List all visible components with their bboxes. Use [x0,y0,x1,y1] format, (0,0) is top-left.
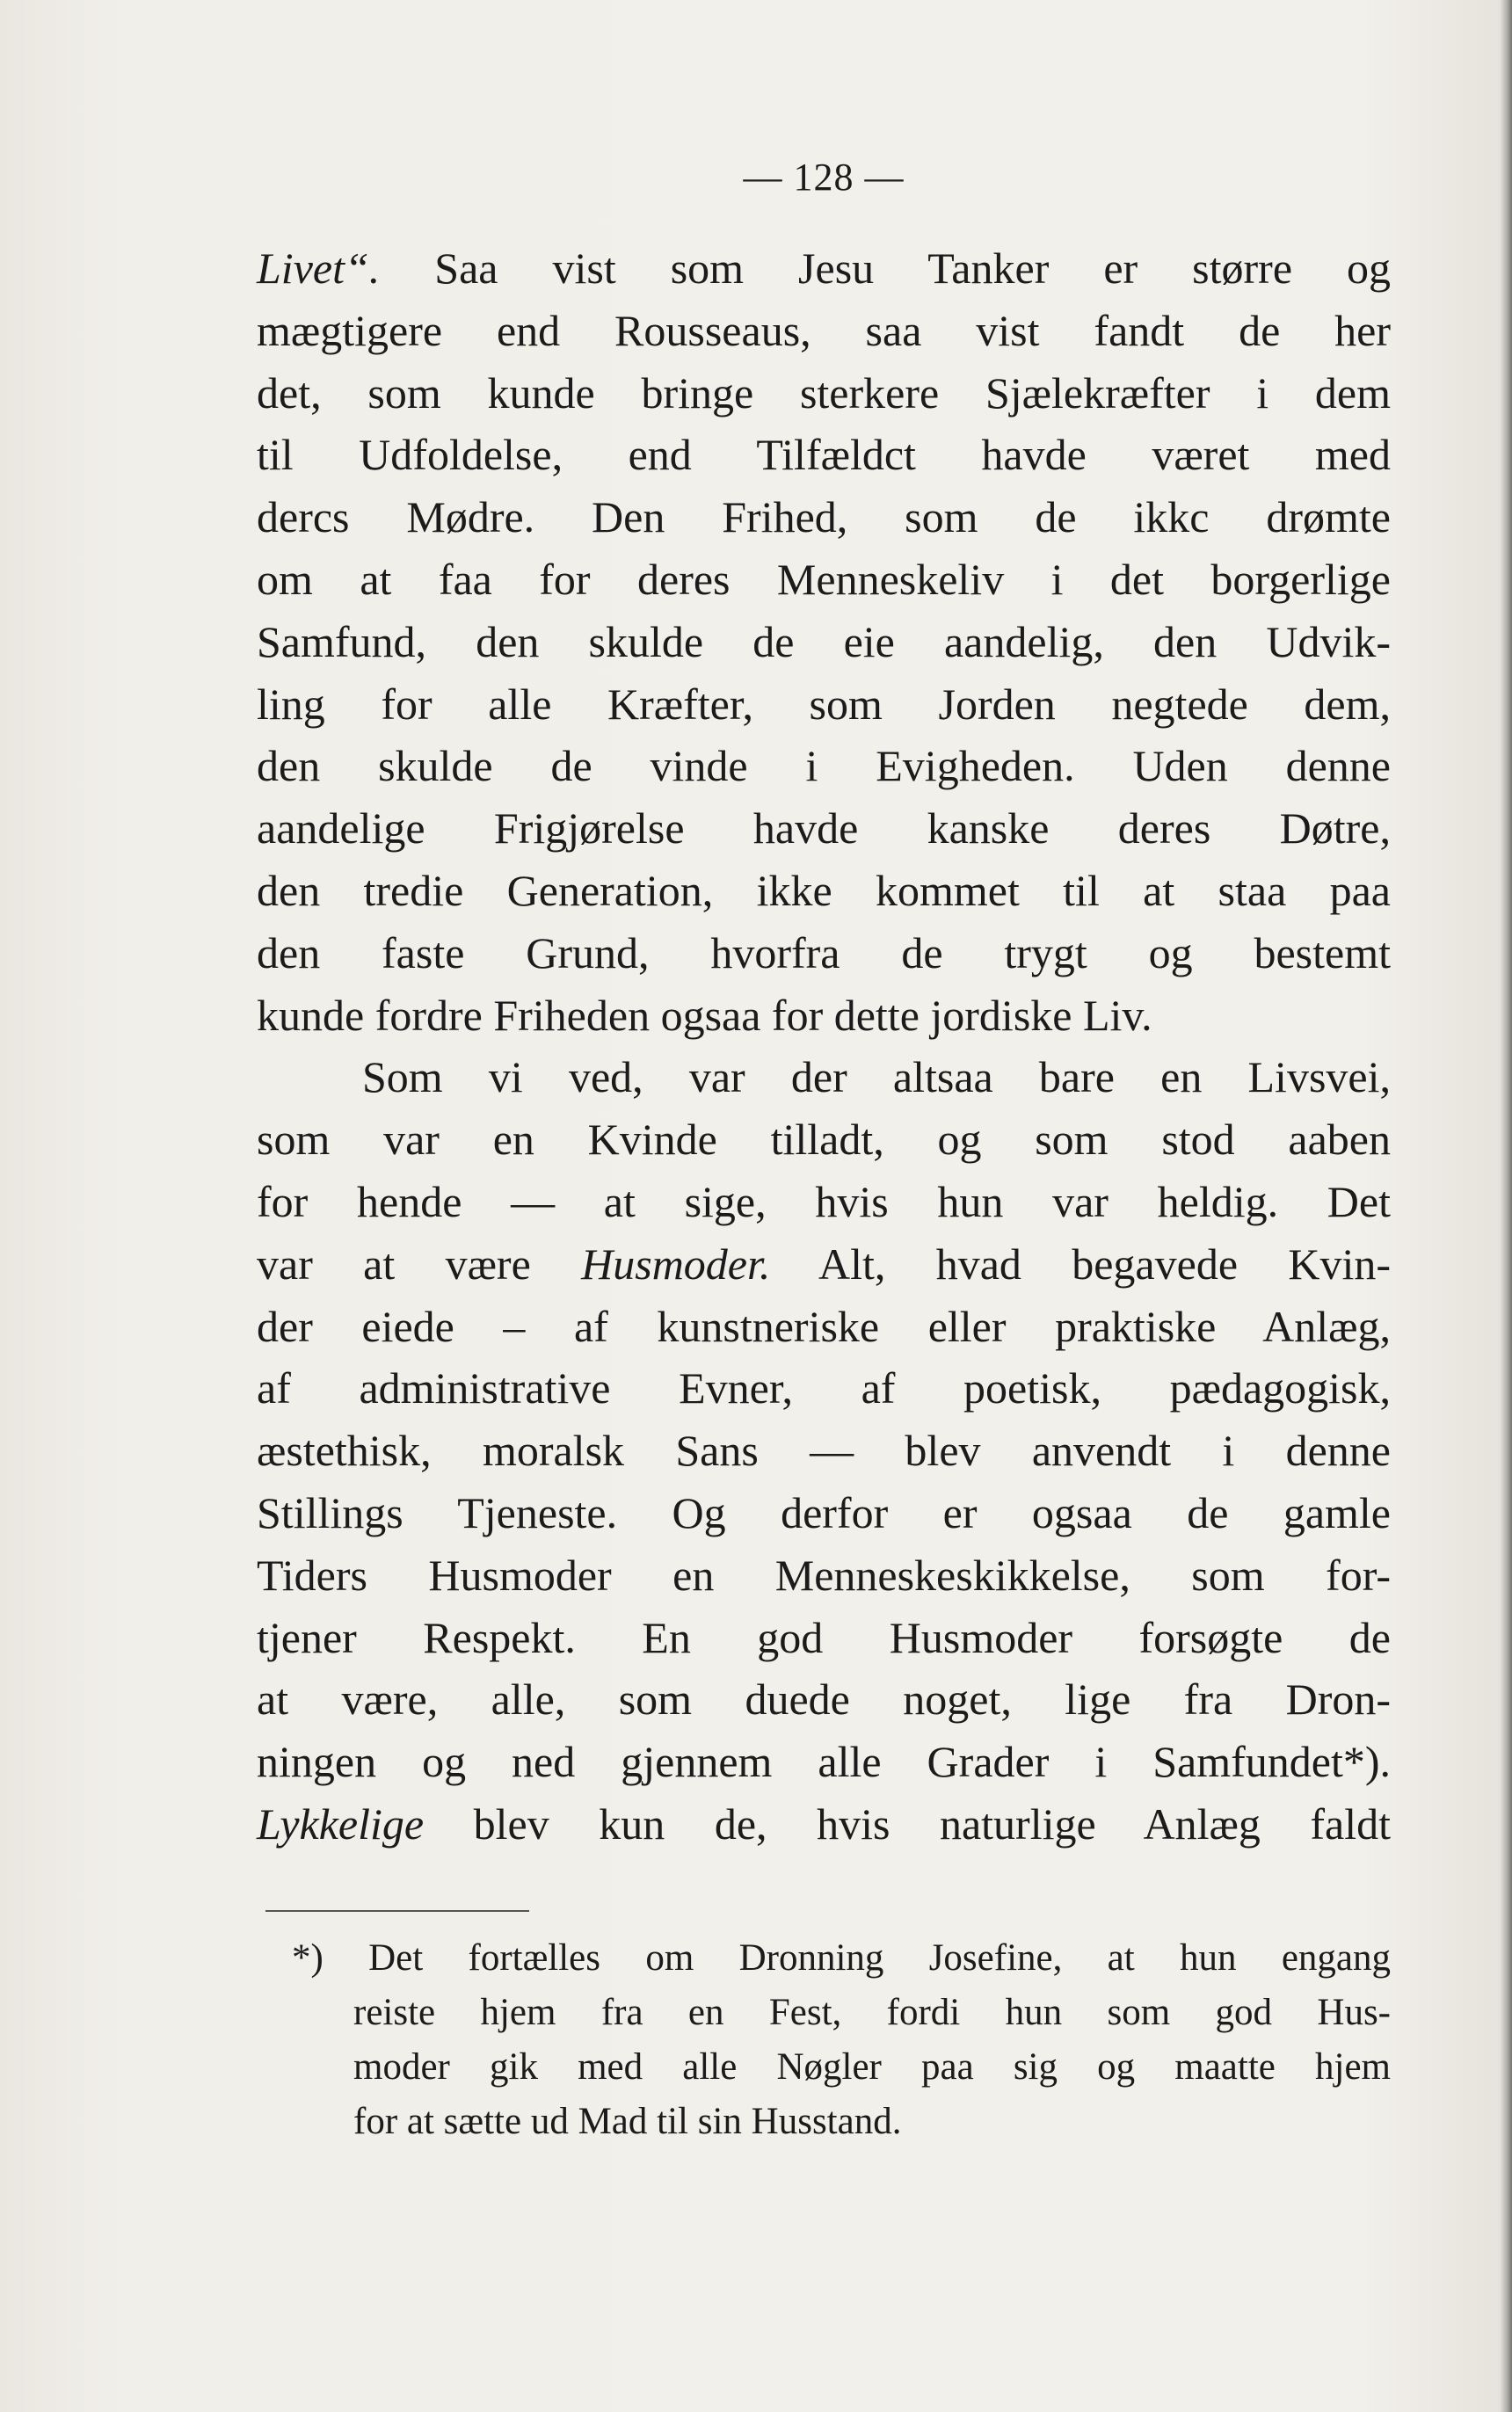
text-line-6: om at faa for deres Menneskeliv i det borgerlige [257,554,1391,604]
footnote-line-4: for at sætte ud Mad til sin Husstand. [353,2100,902,2142]
text-line-19: af administrative Evner, af poetisk, pædagogisk, [257,1363,1391,1413]
text-line-7: Samfund, den skulde de eie aandelig, den Udvik- [257,616,1391,666]
text-line-26 [257,1793,1391,1856]
text-line-16: for hende — at sige, hvis hun var heldig. Det [257,1176,1391,1226]
text-line-25: ningen og ned gjennem alle Grader i Samfundet*). [257,1737,1391,1787]
text-line-3: det, som kunde bringe sterkere Sjælekræfter i dem [257,367,1391,418]
text-line-8: ling for alle Kræfter, som Jorden negtede dem, [257,679,1391,729]
text-line-11: den tredie Generation, ikke kommet til at staa paa [257,865,1391,915]
text-line-20: æstethisk, moralsk Sans — blev anvendt i denne [257,1426,1391,1476]
text-line-18: der eiede – af kunstneriske eller praktiske Anlæg, [257,1301,1391,1351]
text-line-2: mægtigere end Rousseaus, saa vist fandt de her [257,305,1391,355]
page-number: — 128 — [743,156,905,199]
text-line-10: aandelige Frigjørelse havde kanske deres Døtre, [257,803,1391,854]
footnote-line-1: *) Det fortælles om Dronning Josefine, at hun engang [292,1936,1391,1979]
text-line-17 [257,1233,1391,1296]
text-line-4: til Udfoldelse, end Tilfældct havde været med [257,430,1391,480]
text-line-17-pre: var at være [257,1239,531,1289]
text-line-21: Stillings Tjeneste. Og derfor er ogsaa de gamle [257,1487,1391,1537]
text-line-17-post: Alt, hvad begavede Kvin- [818,1239,1391,1289]
italic-lykkelige: Lykkelige [257,1798,425,1849]
text-line-1-rest: Saa vist som Jesu Tanker er større og [434,243,1392,293]
text-line-12: den faste Grund, hvorfra de trygt og bestemt [257,927,1391,977]
footnote-line-3: moder gik med alle Nøgler paa sig og maatte hjem [353,2045,1391,2088]
text-line-23: tjener Respekt. En god Husmoder forsøgte de [257,1612,1391,1662]
text-line-13: kunde fordre Friheden ogsaa for dette jordiske Liv. [257,990,1152,1040]
footnote-line-2: reiste hjem fra en Fest, fordi hun som god Hus- [353,1991,1391,2033]
text-line-24: at være, alle, som duede noget, lige fra Dron- [257,1675,1391,1725]
page-edge-shadow [1500,0,1512,2412]
text-line-22: Tiders Husmoder en Menneskeskikkelse, som for- [257,1550,1391,1600]
text-line-9: den skulde de vinde i Evigheden. Uden denne [257,741,1391,791]
body-text [257,237,1391,1856]
text-line-14: Som vi ved, var der altsaa bare en Livsvei, [362,1052,1391,1102]
italic-livet: Livet“. [257,243,381,293]
footnote-rule [265,1910,529,1912]
text-block [257,141,1391,2149]
text-line-1 [257,237,1391,300]
text-line-26-rest: blev kun de, hvis naturlige Anlæg faldt [473,1798,1392,1849]
text-line-5: dercs Mødre. Den Frihed, som de ikkc drømte [257,492,1391,542]
italic-husmoder: Husmoder. [581,1239,771,1289]
text-line-15: som var en Kvinde tilladt, og som stod aaben [257,1115,1391,1165]
footnote [257,1931,1391,2149]
